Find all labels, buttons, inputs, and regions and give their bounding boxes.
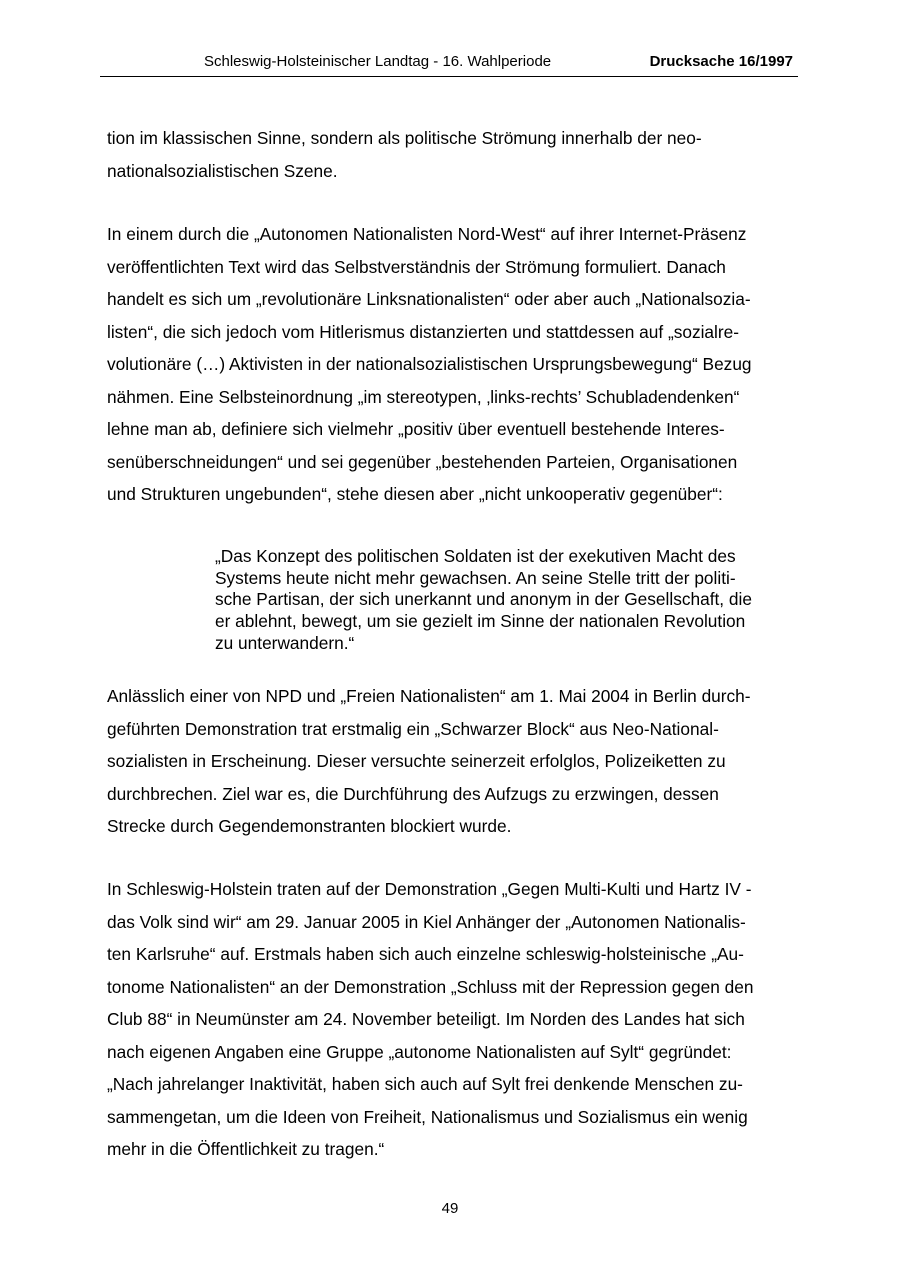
text-line: In einem durch die „Autonomen Nationalisten Nord-West“ auf ihrer Internet-Präsenz bbox=[107, 224, 747, 244]
header-document-number: Drucksache 16/1997 bbox=[649, 53, 793, 70]
paragraph-3 bbox=[107, 680, 797, 843]
text-line: lehne man ab, definiere sich vielmehr „positiv über eventuell bestehende Interes- bbox=[107, 419, 725, 439]
text-line: Club 88“ in Neumünster am 24. November beteiligt. Im Norden des Landes hat sich bbox=[107, 1009, 745, 1029]
text-line: und Strukturen ungebunden“, stehe diesen aber „nicht unkooperativ gegenüber“: bbox=[107, 484, 723, 504]
quote-line: sche Partisan, der sich unerkannt und anonym in der Gesellschaft, die bbox=[215, 589, 752, 610]
block-quote bbox=[215, 546, 790, 655]
page-header bbox=[100, 52, 798, 77]
text-line: „Nach jahrelanger Inaktivität, haben sich auch auf Sylt frei denkende Menschen zu- bbox=[107, 1074, 743, 1094]
text-line: listen“, die sich jedoch vom Hitlerismus distanzierten und stattdessen auf „sozialre- bbox=[107, 321, 740, 342]
text-line: senüberschneidungen“ und sei gegenüber „bestehenden Parteien, Organisationen bbox=[107, 451, 738, 472]
header-title: Schleswig-Holsteinischer Landtag - 16. Wahlperiode bbox=[204, 53, 552, 70]
quote-line: zu unterwandern.“ bbox=[215, 632, 355, 653]
text-line: volutionäre (…) Aktivisten in der nationalsozialistischen Ursprungsbewegung“ Bezug bbox=[107, 354, 752, 374]
text-line: Anlässlich einer von NPD und „Freien Nationalisten“ am 1. Mai 2004 in Berlin durch- bbox=[107, 686, 751, 706]
paragraph-2 bbox=[107, 218, 797, 511]
page-number: 49 bbox=[441, 1200, 459, 1217]
text-line: nationalsozialistischen Szene. bbox=[107, 160, 338, 181]
text-line: geführten Demonstration trat erstmalig ein „Schwarzer Block“ aus Neo-National- bbox=[107, 718, 719, 739]
text-line: mehr in die Öffentlichkeit zu tragen.“ bbox=[107, 1139, 385, 1159]
text-line: nähmen. Eine Selbsteinordnung „im stereotypen, ‚links-rechts’ Schubladendenken“ bbox=[107, 386, 740, 407]
quote-line: Systems heute nicht mehr gewachsen. An seine Stelle tritt der politi- bbox=[215, 567, 736, 588]
quote-line: „Das Konzept des politischen Soldaten ist der exekutiven Macht des bbox=[215, 546, 736, 566]
paragraph-4 bbox=[107, 873, 797, 1166]
text-line: tion im klassischen Sinne, sondern als politische Strömung innerhalb der neo- bbox=[107, 128, 702, 148]
text-line: Strecke durch Gegendemonstranten blockiert wurde. bbox=[107, 816, 512, 836]
quote-line: er ablehnt, bewegt, um sie gezielt im Sinne der nationalen Revolution bbox=[215, 611, 746, 632]
text-line: das Volk sind wir“ am 29. Januar 2005 in Kiel Anhänger der „Autonomen Nationalis- bbox=[107, 911, 746, 932]
text-line: sammengetan, um die Ideen von Freiheit, Nationalismus und Sozialismus ein wenig bbox=[107, 1106, 748, 1127]
text-line: In Schleswig-Holstein traten auf der Demonstration „Gegen Multi-Kulti und Hartz IV - bbox=[107, 879, 752, 899]
text-line: nach eigenen Angaben eine Gruppe „autonome Nationalisten auf Sylt“ gegründet: bbox=[107, 1041, 732, 1062]
text-line: veröffentlichten Text wird das Selbstverständnis der Strömung formuliert. Danach bbox=[107, 256, 726, 277]
text-line: tonome Nationalisten“ an der Demonstration „Schluss mit der Repression gegen den bbox=[107, 976, 754, 997]
text-line: durchbrechen. Ziel war es, die Durchführung des Aufzugs zu erzwingen, dessen bbox=[107, 783, 719, 804]
text-line: ten Karlsruhe“ auf. Erstmals haben sich auch einzelne schleswig-holsteinische „Au- bbox=[107, 944, 744, 964]
text-line: sozialisten in Erscheinung. Dieser versuchte seinerzeit erfolglos, Polizeiketten zu bbox=[107, 751, 726, 771]
text-line: handelt es sich um „revolutionäre Linksnationalisten“ oder aber auch „Nationalsozia- bbox=[107, 289, 751, 309]
paragraph-1 bbox=[107, 122, 797, 187]
